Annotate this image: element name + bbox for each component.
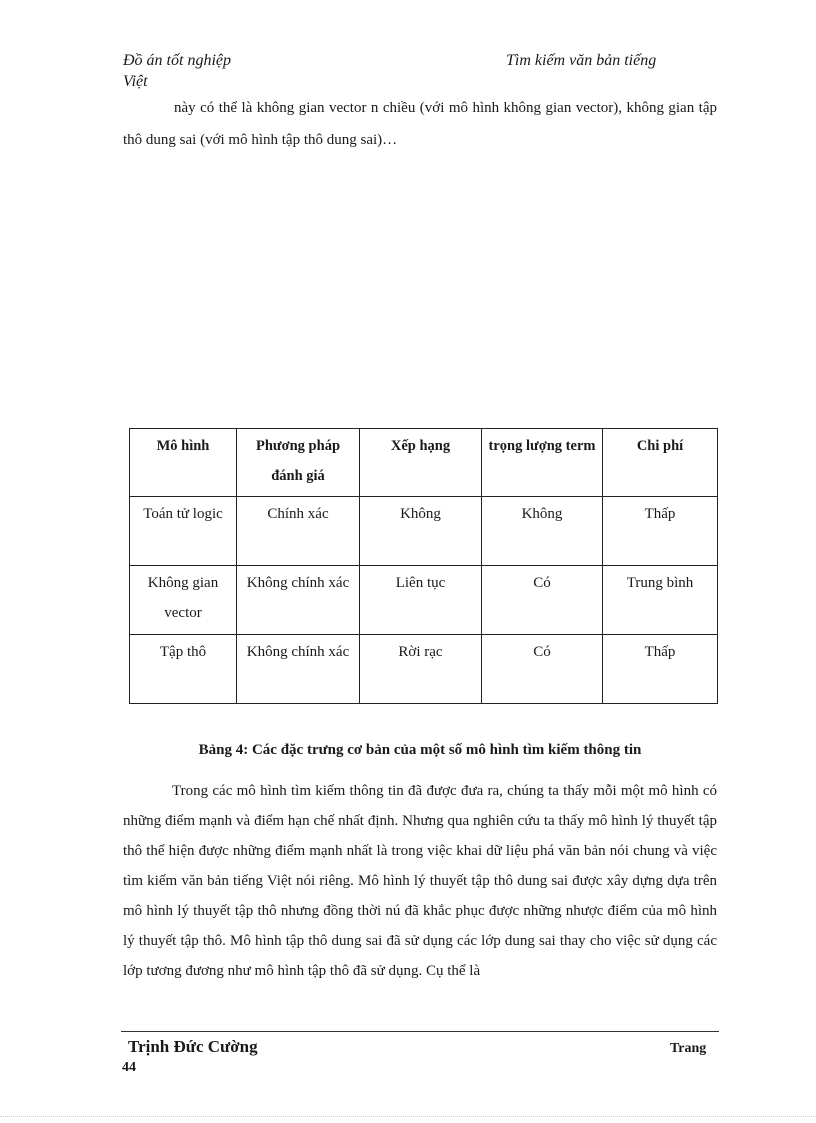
footer-page-label: Trang [670,1041,707,1056]
footer-rule [121,1031,719,1032]
table-header-cell: Mô hình [130,429,237,497]
table-row [130,497,718,566]
table-header-row [130,429,718,497]
table-cell: Toán tử logic [130,497,237,566]
table-cell: Tập thô [130,635,237,704]
table-cell: Thấp [603,635,718,704]
body-paragraph-text: Trong các mô hình tìm kiếm thông tin đã được đưa ra, chúng ta thấy mỗi một mô hình có những điểm mạnh và điểm hạn chế nhất định. Nhưng qua nghiên cứu ta thấy mô hình lý thuyết tập thô thể hiện được những điểm mạnh nhất là trong việc khai dữ liệu phá văn bản nói chung và việc tìm kiếm văn bản tiếng Việt nói riêng. Mô hình lý thuyết tập thô dung sai được xây dựng dựa trên mô hình lý thuyết tập thô nhưng đồng thời nú đã khắc phục được những nhược điểm của mô hình lý thuyết tập thô. Mô hình tập thô dung sai đã sử dụng các lớp dung sai thay cho việc sử dụng các lớp tương đương như mô hình tập thô đã sử dụng. Cụ thể là [123,783,717,979]
intro-paragraph [123,92,717,156]
table-cell: Không gian vector [130,566,237,635]
table-header-cell: Phương pháp đánh giá [237,429,360,497]
table-header-cell: Chi phí [603,429,718,497]
table-cell: Trung bình [603,566,718,635]
table-cell: Không [482,497,603,566]
table-cell: Không chính xác [237,635,360,704]
header-left: Đồ án tốt nghiệp [123,52,231,69]
table-row [130,566,718,635]
table-caption: Bảng 4: Các đặc trưng cơ bản của một số mô hình tìm kiếm thông tin [198,742,642,758]
table-cell: Liên tục [360,566,482,635]
body-paragraph [123,776,717,986]
page-bottom-divider [0,1116,816,1117]
table-cell: Thấp [603,497,718,566]
table-cell: Không [360,497,482,566]
table-cell: Chính xác [237,497,360,566]
table-header-cell: trọng lượng term [482,429,603,497]
table-cell: Không chính xác [237,566,360,635]
table-header-cell: Xếp hạng [360,429,482,497]
table-cell: Có [482,566,603,635]
comparison-table [129,428,718,704]
footer-author: Trịnh Đức Cường [128,1037,258,1056]
table-row [130,635,718,704]
header-right: Tìm kiếm văn bản tiếng [506,52,657,69]
intro-paragraph-text: này có thể là không gian vector n chiều (với mô hình không gian vector), không gian tập thô dung sai (với mô hình tập thô dung sai)… [123,100,717,148]
table-cell: Rời rạc [360,635,482,704]
table-cell: Có [482,635,603,704]
footer-page-number: 44 [122,1060,136,1075]
header-continuation: Việt [123,73,148,90]
